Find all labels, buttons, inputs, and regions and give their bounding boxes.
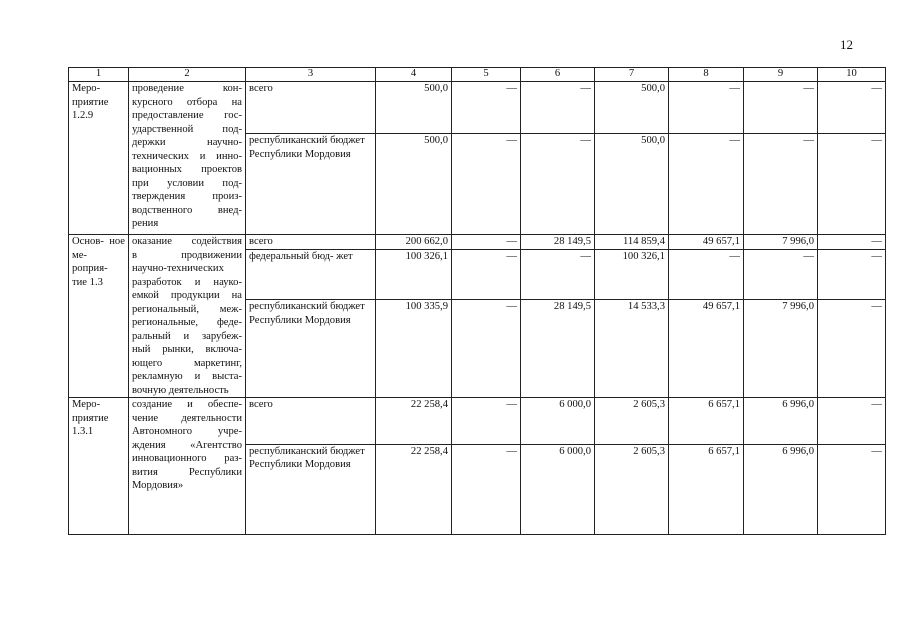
description-line: рения <box>132 218 159 229</box>
description-line: создание и обеспе- <box>132 399 242 410</box>
activity-name-cell <box>69 398 129 535</box>
value-cell: 6 000,0 <box>521 444 595 534</box>
value-cell: — <box>452 250 521 300</box>
value-cell: 500,0 <box>376 82 452 134</box>
value-cell: — <box>452 82 521 134</box>
description-line: ральный и зарубеж- <box>132 330 242 342</box>
value-cell: 28 149,5 <box>521 235 595 250</box>
funding-source: федеральный бюд- жет <box>246 250 376 300</box>
value-cell: 22 258,4 <box>376 444 452 534</box>
activity-description-cell <box>129 235 246 398</box>
value-cell: — <box>452 300 521 398</box>
value-cell: — <box>669 250 744 300</box>
col-number: 6 <box>521 68 595 82</box>
table-row <box>69 398 886 445</box>
activity-name-cell <box>69 82 129 235</box>
value-cell: 49 657,1 <box>669 300 744 398</box>
value-cell: 500,0 <box>595 134 669 235</box>
value-cell: 114 859,4 <box>595 235 669 250</box>
value-cell: — <box>818 134 886 235</box>
value-cell: 6 657,1 <box>669 398 744 445</box>
description-line: ный рынки, включа- <box>132 344 242 355</box>
value-cell: — <box>452 134 521 235</box>
value-cell: 7 996,0 <box>744 300 818 398</box>
value-cell: 6 996,0 <box>744 444 818 534</box>
col-number: 8 <box>669 68 744 82</box>
page-number: 12 <box>840 37 853 52</box>
funding-source: республиканский бюджет Республики Мордовия <box>246 300 376 398</box>
value-cell: 49 657,1 <box>669 235 744 250</box>
col-number: 1 <box>69 68 129 82</box>
value-cell: 7 996,0 <box>744 235 818 250</box>
col-number: 3 <box>246 68 376 82</box>
description-line: региональные, феде- <box>132 317 242 328</box>
col-number: 4 <box>376 68 452 82</box>
value-cell: — <box>521 134 595 235</box>
col-number: 9 <box>744 68 818 82</box>
value-cell: 500,0 <box>376 134 452 235</box>
value-cell: — <box>521 82 595 134</box>
col-number: 5 <box>452 68 521 82</box>
value-cell: 100 326,1 <box>376 250 452 300</box>
activity-name-line: приятие <box>72 96 109 108</box>
activity-name-line: приятие <box>72 412 109 424</box>
description-line: водственного внед- <box>132 204 242 216</box>
funding-source: республиканский бюджет Республики Мордовия <box>246 444 376 534</box>
value-cell: 6 000,0 <box>521 398 595 445</box>
activity-name-line: 1.2.9 <box>72 110 94 121</box>
description-line: при условии под- <box>132 177 242 189</box>
funding-source: всего <box>246 235 376 250</box>
value-cell: — <box>818 250 886 300</box>
value-cell: 500,0 <box>595 82 669 134</box>
value-cell: — <box>818 398 886 445</box>
description-line: ющего маркетинг, <box>132 357 242 369</box>
activity-name-line: роприя- <box>72 263 108 274</box>
value-cell: — <box>452 235 521 250</box>
description-line: оказание содействия <box>132 236 242 247</box>
value-cell: — <box>521 250 595 300</box>
value-cell: — <box>452 444 521 534</box>
value-cell: — <box>818 300 886 398</box>
description-line: разработок и науко- <box>132 276 242 288</box>
funding-source: республиканский бюджет Республики Мордовия <box>246 134 376 235</box>
value-cell: — <box>744 134 818 235</box>
value-cell: 100 335,9 <box>376 300 452 398</box>
description-line: Мордовия» <box>132 480 184 491</box>
budget-table <box>68 67 886 535</box>
description-line: научно-технических <box>132 263 224 274</box>
activity-name-line: тие 1.3 <box>72 276 103 288</box>
value-cell: — <box>744 82 818 134</box>
description-line: в продвижении <box>132 249 242 261</box>
table-row <box>69 82 886 134</box>
description-line: рекламную и выста- <box>132 371 242 382</box>
value-cell: 2 605,3 <box>595 398 669 445</box>
activity-name-line: 1.3.1 <box>72 426 94 437</box>
value-cell: 100 326,1 <box>595 250 669 300</box>
table-row <box>69 235 886 250</box>
funding-source: всего <box>246 82 376 134</box>
activity-name-line: Меро- <box>72 83 101 94</box>
activity-name-line: Меро- <box>72 399 101 410</box>
description-line: ударственной под- <box>132 123 242 135</box>
description-line: курсного отбора на <box>132 96 242 108</box>
description-line: ждения «Агентство <box>132 439 242 451</box>
col-number: 7 <box>595 68 669 82</box>
description-line: держки научно- <box>132 137 242 148</box>
description-line: емкой продукции на <box>132 290 242 301</box>
value-cell: — <box>818 444 886 534</box>
value-cell: — <box>669 82 744 134</box>
activity-name-cell <box>69 235 129 398</box>
description-line: вочную деятельность <box>132 384 229 396</box>
activity-description-cell <box>129 398 246 535</box>
column-number-row <box>69 68 886 82</box>
value-cell: 2 605,3 <box>595 444 669 534</box>
value-cell: 6 657,1 <box>669 444 744 534</box>
description-line: вития Республики <box>132 466 242 478</box>
activity-name-line: Основ- ное ме- <box>72 236 125 261</box>
value-cell: 6 996,0 <box>744 398 818 445</box>
value-cell: — <box>818 82 886 134</box>
value-cell: 14 533,3 <box>595 300 669 398</box>
description-line: технических и инно- <box>132 150 242 162</box>
col-number: 10 <box>818 68 886 82</box>
description-line: вационных проектов <box>132 164 242 175</box>
value-cell: 200 662,0 <box>376 235 452 250</box>
description-line: инновационного раз- <box>132 453 242 464</box>
value-cell: 22 258,4 <box>376 398 452 445</box>
value-cell: — <box>452 398 521 445</box>
value-cell: — <box>818 235 886 250</box>
col-number: 2 <box>129 68 246 82</box>
activity-description-cell <box>129 82 246 235</box>
value-cell: — <box>669 134 744 235</box>
description-line: Автономного учре- <box>132 426 242 437</box>
value-cell: 28 149,5 <box>521 300 595 398</box>
description-line: проведение кон- <box>132 83 242 94</box>
value-cell: — <box>744 250 818 300</box>
description-line: чение деятельности <box>132 412 242 424</box>
description-line: тверждения произ- <box>132 191 242 202</box>
description-line: предоставление гос- <box>132 110 242 121</box>
description-line: региональный, меж- <box>132 303 242 315</box>
funding-source: всего <box>246 398 376 445</box>
